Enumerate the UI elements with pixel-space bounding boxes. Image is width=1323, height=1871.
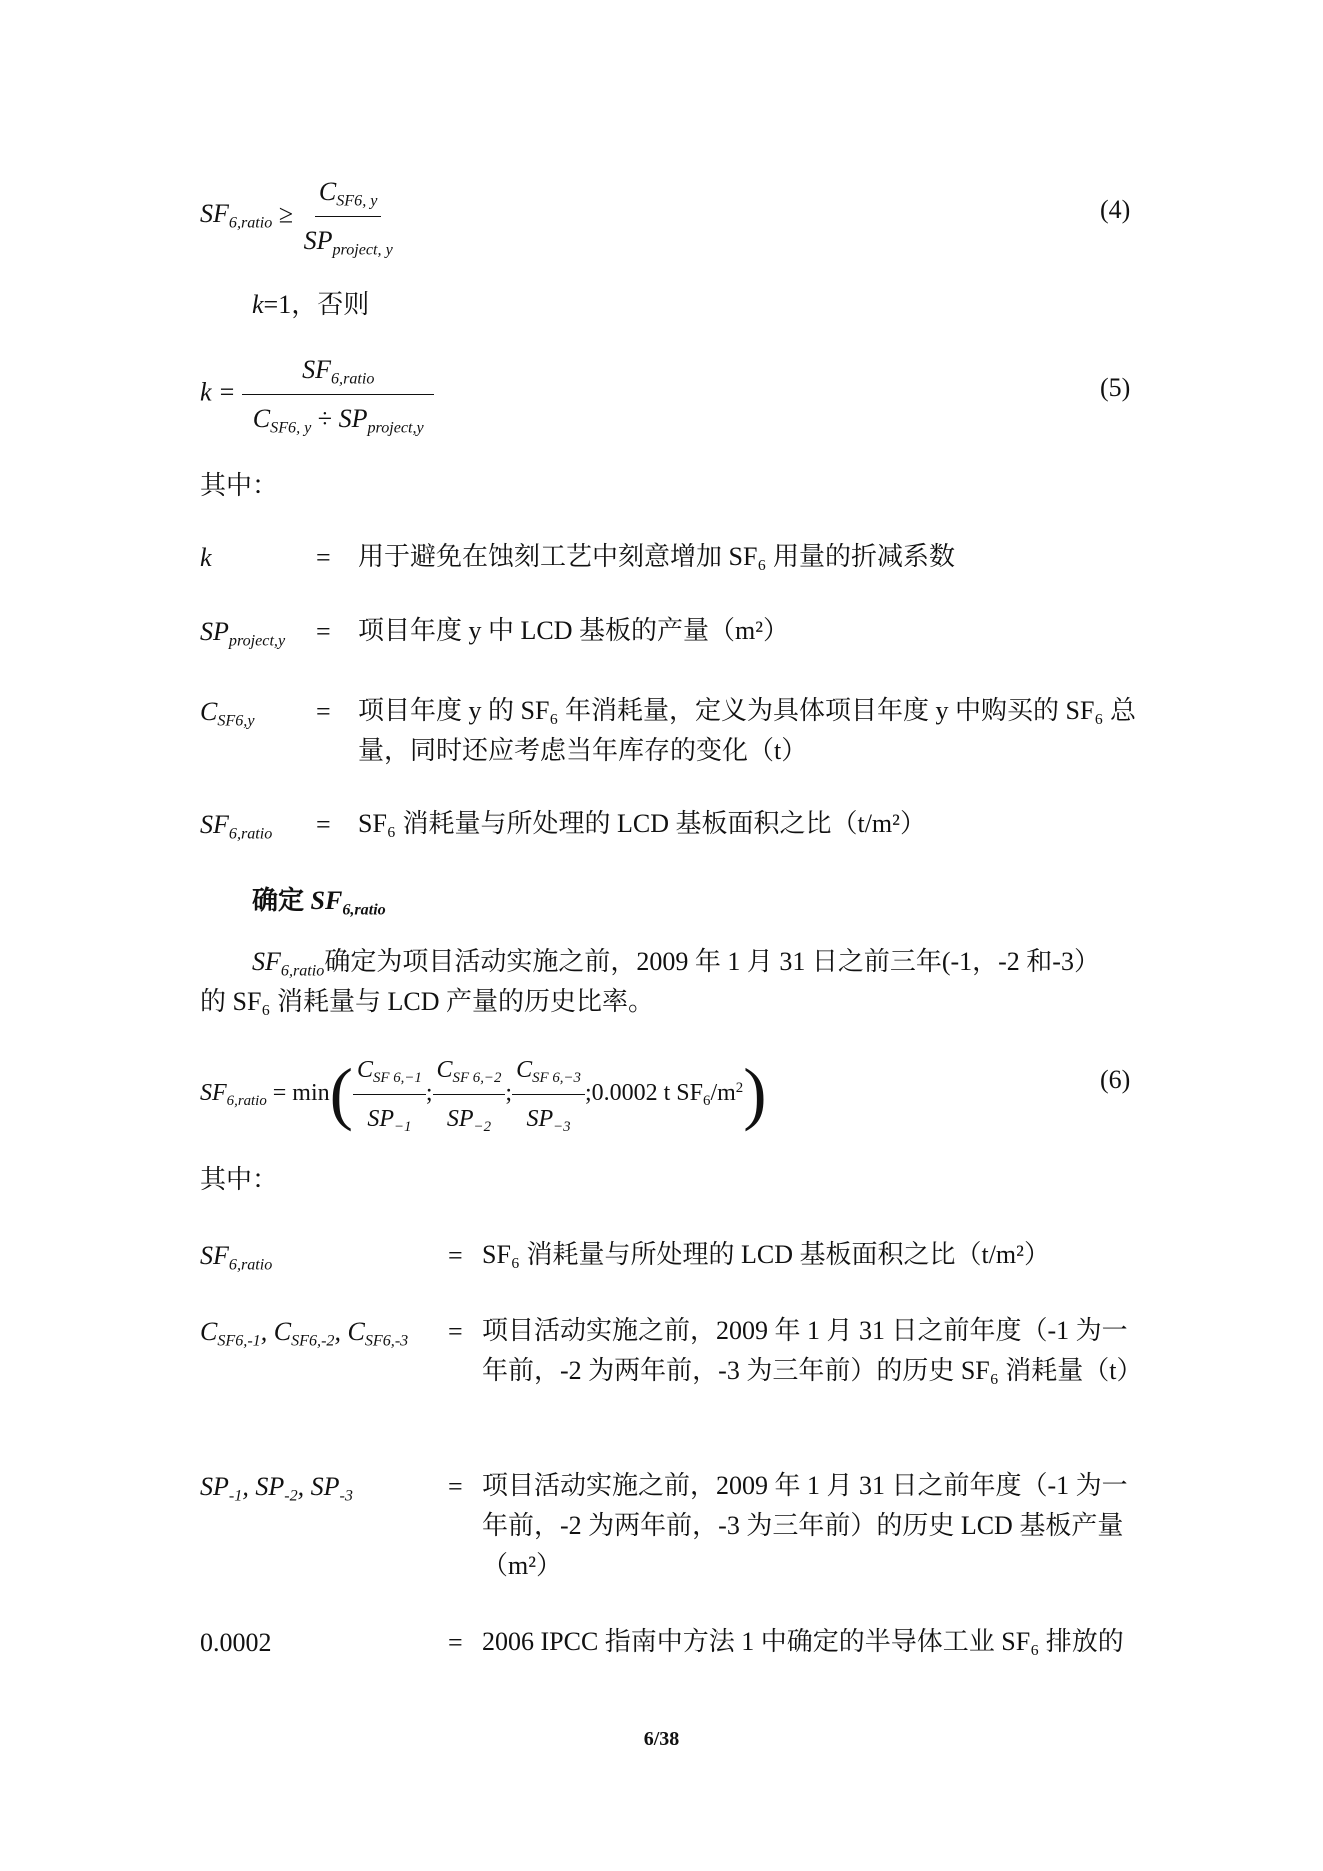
eq6-right-paren: )	[743, 1055, 767, 1133]
eq6-lhs-sub: 6,ratio	[226, 1093, 267, 1110]
equation-6	[200, 1050, 767, 1139]
eq5-numerator	[242, 350, 434, 395]
eq6-f1-den-sub: −1	[393, 1119, 412, 1136]
def2-1-equals: =	[448, 1241, 463, 1270]
def2-sub: project,y	[228, 632, 286, 650]
eq6-left-paren: (	[329, 1055, 353, 1133]
eq4-lhs-symbol: SF	[200, 199, 229, 229]
eq5-den-c: C	[252, 404, 271, 433]
equation-number-6: (6)	[1100, 1065, 1131, 1094]
def2-4-text: 2006 IPCC 指南中方法 1 中确定的半导体工业 SF₆ 排放的	[482, 1627, 1124, 1656]
otherwise-text: =1，否则	[263, 290, 370, 319]
section-heading-prefix: 确定	[252, 886, 311, 915]
eq4-relation: ≥	[278, 199, 294, 229]
eq4-lhs	[200, 199, 273, 233]
eq4-den-symbol: SP	[303, 226, 333, 255]
eq6-f3-num-sym: C	[516, 1057, 533, 1083]
eq5-lhs: k =	[200, 377, 236, 407]
eq6-f2-den-sub: −2	[473, 1119, 492, 1136]
where-label-2: 其中：	[200, 1165, 279, 1194]
eq6-f1-den	[363, 1095, 415, 1139]
equation-number-4: (4)	[1100, 195, 1131, 224]
def2-4-equals: =	[448, 1628, 463, 1657]
eq4-numerator	[315, 172, 382, 217]
def4-equals: =	[316, 810, 331, 839]
paragraph-line-2: 的 SF₆ 消耗量与 LCD 产量的历史比率。	[200, 987, 654, 1016]
def1-text: 用于避免在蚀刻工艺中刻意增加 SF₆ 用量的折减系数	[358, 542, 955, 571]
def2-equals: =	[316, 617, 331, 646]
eq6-const-sup: 2	[735, 1079, 744, 1096]
eq6-f3-num	[512, 1050, 585, 1095]
def2-1-symbol: $SF_{6,ratio}$	[200, 1241, 273, 1274]
eq5-divide: ÷	[317, 404, 333, 433]
eq6-f1-num-sym: C	[356, 1057, 373, 1083]
eq6-frac-2	[433, 1050, 506, 1139]
eq6-frac-1	[353, 1050, 426, 1139]
eq6-const-sub: 6	[703, 1093, 711, 1110]
eq5-den-c-subscript: SF6, y	[270, 419, 312, 437]
section-heading-sym: SF	[310, 886, 343, 915]
eq6-f2-num-sub: SF 6,−2	[452, 1070, 502, 1087]
eq5-den-sp: SP	[338, 404, 368, 433]
def2-3-equals: =	[448, 1472, 463, 1501]
eq6-const: ;0.0002 t SF	[584, 1080, 703, 1107]
eq6-f3-num-sub: SF 6,−3	[532, 1070, 581, 1087]
eq6-lhs	[200, 1080, 267, 1110]
eq6-f1-num-sub: SF 6,−1	[372, 1070, 422, 1087]
otherwise-line	[252, 285, 369, 325]
equation-5	[200, 350, 434, 439]
eq6-func: = min	[272, 1080, 330, 1107]
def2-4-symbol: 0.0002	[200, 1628, 272, 1657]
eq4-fraction	[300, 172, 397, 261]
def3-equals: =	[316, 697, 331, 726]
def2-3-symbol: $SP_{-1}$, $SP_{-2}$, $SP_{-3}$	[200, 1472, 353, 1505]
eq5-num-subscript: 6,ratio	[330, 370, 375, 388]
def2-2-text: 项目活动实施之前，2009 年 1 月 31 日之前年度（-1 为一年前，-2 为两年前，-3 为三年前）的历史 SF₆ 消耗量（t）	[482, 1316, 1143, 1385]
def3-sub: SF6,y	[217, 712, 255, 730]
def2-2-symbol: $C_{SF6,-1}$, $C_{SF6,-2}$, $C_{SF6,-3}$	[200, 1317, 409, 1350]
eq6-f2-num	[433, 1050, 506, 1095]
eq6-const-unit: /m	[710, 1080, 736, 1107]
eq4-num-subscript: SF6, y	[336, 192, 378, 210]
equation-number-5: (5)	[1100, 373, 1131, 402]
def1-k-sym: k	[200, 543, 212, 572]
eq6-lhs-sym: SF	[200, 1080, 227, 1107]
def4-text: SF₆ 消耗量与所处理的 LCD 基板面积之比（t/m²）	[358, 809, 926, 838]
paragraph-sym: SF	[252, 947, 281, 976]
def3-sym: C	[200, 697, 218, 726]
eq5-fraction	[242, 350, 434, 439]
eq4-num-symbol: C	[318, 177, 337, 206]
paragraph-line-1	[252, 942, 1100, 982]
section-heading	[252, 881, 386, 921]
def4-symbol	[200, 810, 273, 843]
def2-sym: SP	[200, 617, 229, 646]
eq6-f2-den	[443, 1095, 495, 1139]
eq5-denominator	[249, 395, 428, 439]
def2-symbol	[200, 617, 286, 650]
def2-2-equals: =	[448, 1317, 463, 1346]
def1-symbol-k	[200, 543, 212, 573]
eq6-f3-den-sym: SP	[526, 1106, 554, 1132]
def3-symbol	[200, 697, 255, 730]
eq4-denominator	[300, 217, 397, 261]
eq6-sep-2: ;	[505, 1080, 513, 1107]
eq6-f1-den-sym: SP	[367, 1106, 394, 1132]
def4-sub: 6,ratio	[228, 825, 273, 843]
eq5-num-symbol: SF	[302, 355, 331, 384]
eq5-den-sp-subscript: project,y	[367, 419, 424, 437]
def4-sym: SF	[200, 810, 229, 839]
def3-text: 项目年度 y 的 SF₆ 年消耗量，定义为具体项目年度 y 中购买的 SF₆ 总量，同时还应考虑当年库存的变化（t）	[358, 696, 1136, 765]
equation-4	[200, 172, 397, 261]
eq6-f2-num-sym: C	[436, 1057, 453, 1083]
eq6-f3-den	[522, 1095, 574, 1139]
eq6-frac-3	[512, 1050, 585, 1139]
eq6-f1-num	[353, 1050, 426, 1095]
eq6-f2-den-sym: SP	[446, 1106, 474, 1132]
eq6-f3-den-sub: −3	[553, 1119, 571, 1136]
page-number: 6/38	[643, 1728, 680, 1750]
def2-text: 项目年度 y 中 LCD 基板的产量（m²）	[358, 616, 790, 645]
section-heading-sub: 6,ratio	[342, 901, 386, 919]
def2-3-text: 项目活动实施之前，2009 年 1 月 31 日之前年度（-1 为一年前，-2 为两年前，-3 为三年前）的历史 LCD 基板产量（m²）	[482, 1471, 1128, 1580]
def1-equals: =	[316, 543, 331, 572]
eq4-den-subscript: project, y	[332, 241, 393, 259]
def2-1-text: SF₆ 消耗量与所处理的 LCD 基板面积之比（t/m²）	[482, 1240, 1050, 1269]
where-label-1: 其中：	[200, 471, 279, 500]
otherwise-k: k	[252, 290, 264, 319]
eq4-lhs-subscript: 6,ratio	[228, 215, 273, 233]
eq6-sep-1: ;	[425, 1080, 433, 1107]
paragraph-line1-text: 确定为项目活动实施之前，2009 年 1 月 31 日之前三年(-1，-2 和-3）	[324, 947, 1100, 976]
paragraph-sub: 6,ratio	[280, 962, 325, 980]
